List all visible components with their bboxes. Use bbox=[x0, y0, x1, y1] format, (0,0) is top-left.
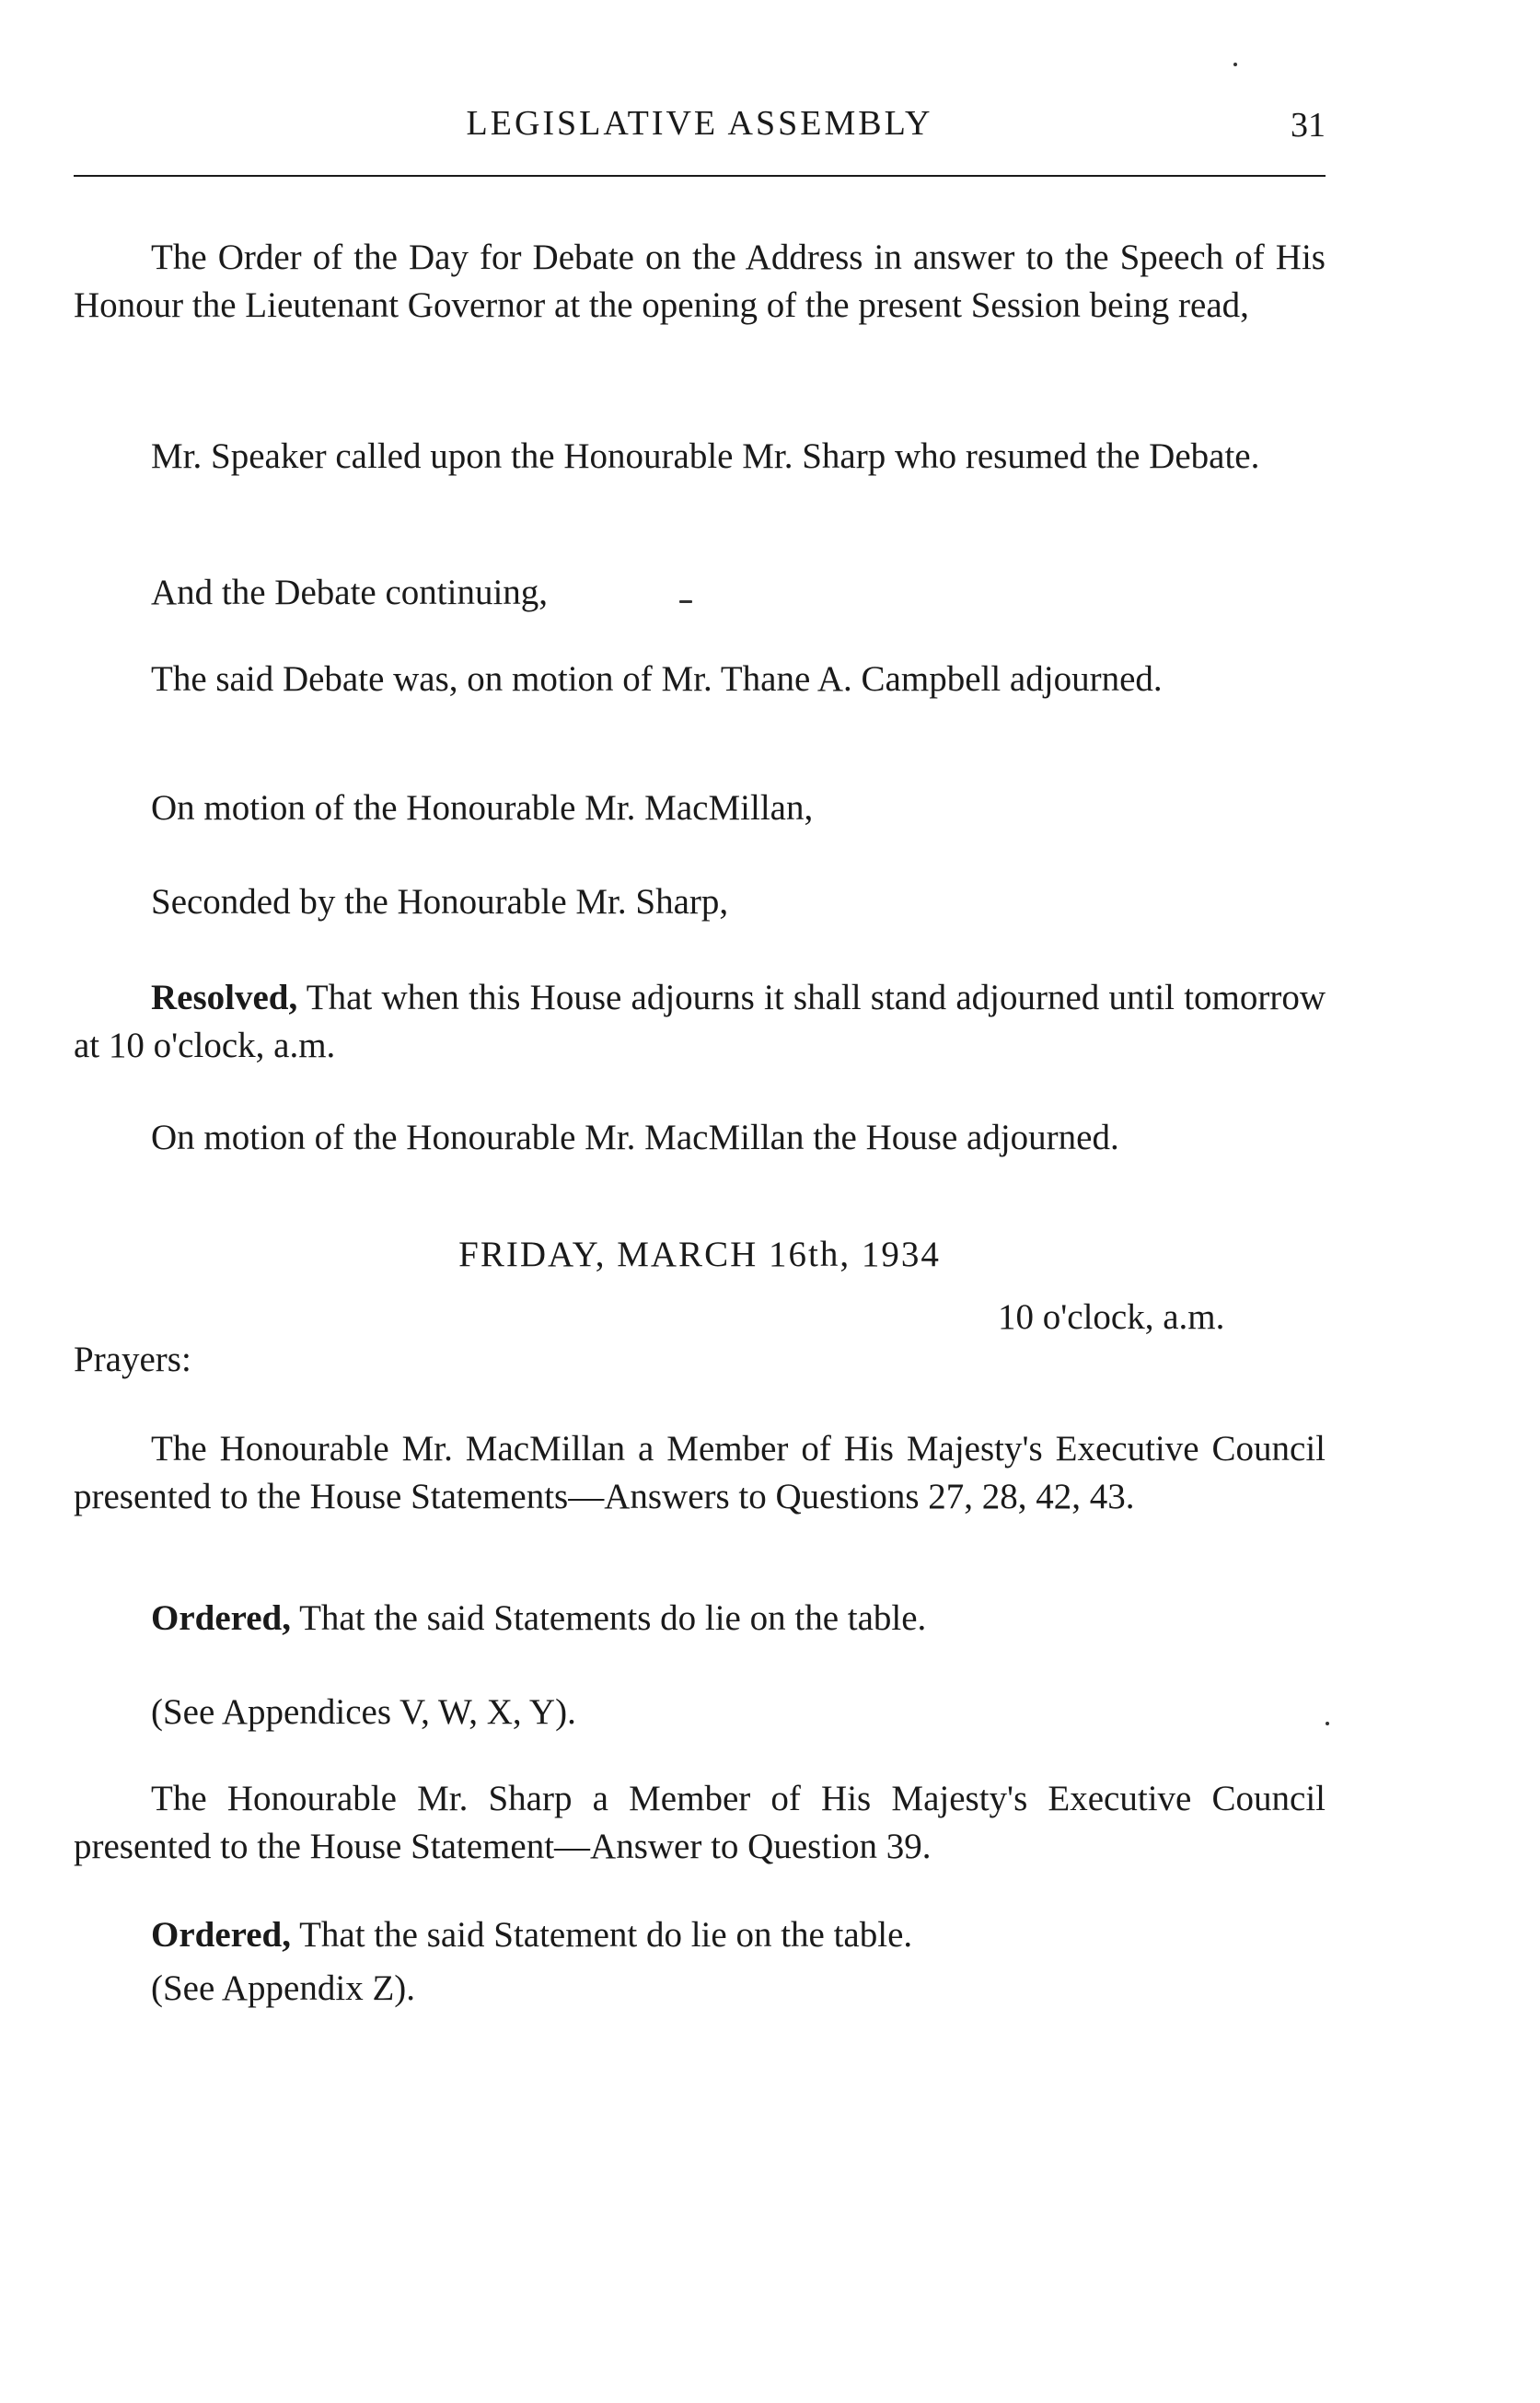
resolved-label: Resolved, bbox=[151, 978, 298, 1017]
ordered-statements-text: That the said Statements do lie on the table. bbox=[299, 1598, 927, 1638]
print-speck bbox=[1233, 63, 1237, 66]
print-speck bbox=[1326, 1722, 1329, 1725]
paragraph-see-appendices: (See Appendices V, W, X, Y). bbox=[151, 1692, 576, 1732]
print-speck bbox=[679, 600, 692, 603]
paragraph-order-of-day: The Order of the Day for Debate on the Address in answer to the Speech of His Honour the Lieutenant Governor at the opening of the present Session being read, bbox=[74, 238, 1326, 325]
paragraph-debate-continuing: And the Debate continuing, bbox=[151, 573, 549, 612]
page-number: 31 bbox=[1291, 106, 1326, 145]
paragraph-macmillan-statements: The Honourable Mr. MacMillan a Member of His Majesty's Executive Council presented to the House Statements—Answers to Questions 27, 28, 42, 43. bbox=[74, 1429, 1326, 1516]
paragraph-house-adjourned: On motion of the Honourable Mr. MacMillan the House adjourned. bbox=[151, 1118, 1119, 1157]
sitting-date-heading: FRIDAY, MARCH 16th, 1934 bbox=[458, 1235, 941, 1274]
paragraph-resolved bbox=[74, 974, 1326, 1070]
ordered-label: Ordered, bbox=[151, 1598, 292, 1638]
paragraph-ordered-statements bbox=[74, 1595, 1326, 1643]
paragraph-ordered-statement bbox=[74, 1911, 1326, 1959]
paragraph-debate-adjourned: The said Debate was, on motion of Mr. Thane A. Campbell adjourned. bbox=[151, 659, 1163, 699]
prayers-label: Prayers: bbox=[74, 1340, 191, 1379]
paragraph-sharp-statement: The Honourable Mr. Sharp a Member of His Majesty's Executive Council presented to the House Statement—Answer to Question 39. bbox=[74, 1779, 1326, 1866]
page-header bbox=[74, 103, 1326, 158]
paragraph-motion-macmillan: On motion of the Honourable Mr. MacMillan, bbox=[151, 788, 814, 828]
paragraph-speaker-called: Mr. Speaker called upon the Honourable Mr. Sharp who resumed the Debate. bbox=[151, 436, 1260, 476]
sitting-time: 10 o'clock, a.m. bbox=[998, 1297, 1225, 1337]
paragraph-see-appendix: (See Appendix Z). bbox=[151, 1968, 416, 2008]
ordered-label-2: Ordered, bbox=[151, 1915, 292, 1955]
ordered-statement-text: That the said Statement do lie on the table. bbox=[299, 1915, 913, 1955]
resolved-text: That when this House adjourns it shall stand adjourned until tomorrow at 10 o'clock, a.m. bbox=[74, 978, 1326, 1065]
header-rule bbox=[74, 175, 1326, 177]
paragraph-seconded: Seconded by the Honourable Mr. Sharp, bbox=[151, 882, 729, 922]
running-head: LEGISLATIVE ASSEMBLY bbox=[466, 104, 933, 143]
